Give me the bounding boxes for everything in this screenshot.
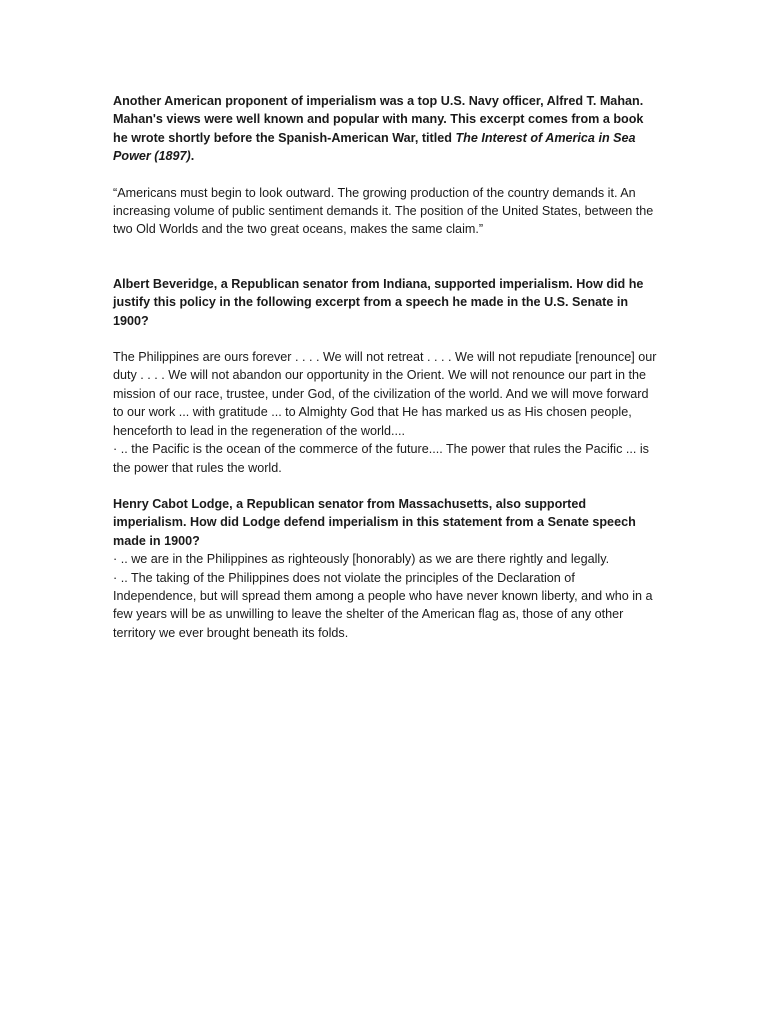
mahan-intro-text: Another American proponent of imperialism was a top U.S. Navy officer, Alfred T. Mahan. Mahan's views were well known and popular with many. This excerpt comes from a book he wrote shortly before the Spanish-American War, titled: [113, 94, 644, 145]
beveridge-excerpt-2: · .. the Pacific is the ocean of the commerce of the future.... The power that rules the Pacific ... is the power that rules the world.: [113, 442, 649, 475]
document-page: [113, 92, 661, 642]
lodge-question: Henry Cabot Lodge, a Republican senator from Massachusetts, also supported imperialism. How did Lodge defend imperialism in this statement from a Senate speech made in 1900?: [113, 496, 636, 548]
mahan-quote: “Americans must begin to look outward. The growing production of the country demands it. An increasing volume of public sentiment demands it. The position of the United States, between the two Old Worlds and the two great oceans, makes the same claim.”: [113, 185, 654, 237]
mahan-book-title: The Interest of America in Sea Power (1897): [113, 130, 636, 164]
lodge-excerpt-1: · .. we are in the Philippines as righteously [honorably) as we are there rightly and legally.: [113, 552, 610, 567]
beveridge-excerpt-1: The Philippines are ours forever . . . . We will not retreat . . . . We will not repudiate [renounce] our duty . . . . We will not abandon our opportunity in the Orient. We will not renounce our part in the mission of our race, trustee, under God, of the civilization of the world. And we will move forward to our work ... with gratitude ... to Almighty God that He has marked us as His chosen people, henceforth to lead in the regeneration of the world....: [113, 350, 657, 438]
lodge-excerpt-2: · .. The taking of the Philippines does not violate the principles of the Declaration of Independence, but will spread them among a people who have never known liberty, and who in a few years will be as unwilling to leave the shelter of the American flag as, those of any other territory we ever brought beneath its folds.: [113, 570, 653, 640]
beveridge-question: Albert Beveridge, a Republican senator from Indiana, supported imperialism. How did he justify this policy in the following excerpt from a speech he made in the U.S. Senate in 1900?: [113, 276, 644, 328]
mahan-book-period: .: [190, 149, 195, 164]
mahan-intro-paragraph: [113, 92, 661, 166]
